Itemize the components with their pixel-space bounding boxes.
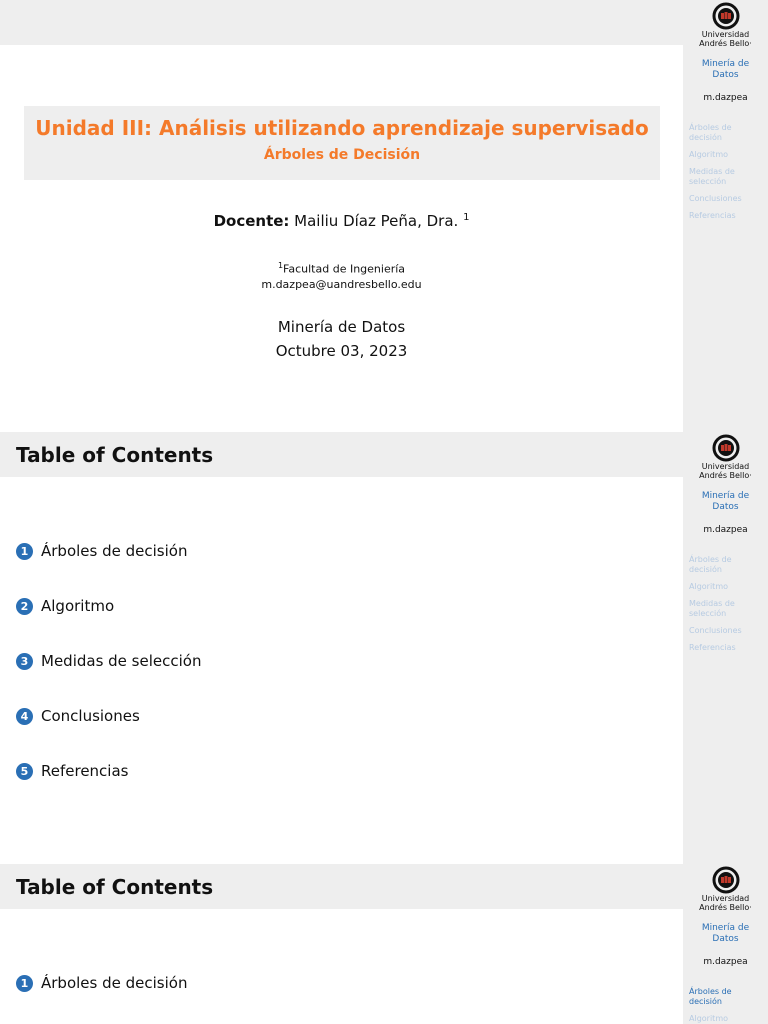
sidebar-course-line: Datos bbox=[712, 502, 739, 512]
nav-item-referencias[interactable]: Referencias bbox=[689, 643, 736, 652]
toc-header bbox=[0, 432, 683, 477]
toc-slide-section bbox=[0, 864, 768, 1024]
nav-item-referencias[interactable]: Referencias bbox=[689, 211, 736, 220]
nav-item-algoritmo[interactable]: Algoritmo bbox=[689, 1014, 729, 1023]
university-logo bbox=[683, 2, 768, 48]
email: m.dazpea@uandresbello.edu bbox=[261, 277, 422, 291]
logo-text-1: Universidad bbox=[701, 894, 750, 903]
logo-text-2: Andrés Bello· bbox=[699, 903, 752, 912]
toc-item[interactable] bbox=[16, 542, 187, 560]
nav-item-arboles[interactable]: Árboles de decisión bbox=[689, 987, 732, 1006]
docente-name: Mailiu Díaz Peña, Dra. bbox=[289, 212, 464, 230]
toc-heading: Table of Contents bbox=[16, 443, 214, 467]
sidebar-course bbox=[683, 59, 768, 81]
sidebar-course-line: Datos bbox=[712, 70, 739, 80]
toc-number: 2 bbox=[16, 598, 33, 615]
sidebar-course-line: Minería de bbox=[701, 59, 750, 69]
title-slide bbox=[0, 0, 768, 432]
toc-label: Conclusiones bbox=[41, 707, 140, 725]
sidebar-nav bbox=[689, 123, 765, 228]
sidebar bbox=[683, 864, 768, 1024]
sidebar-course-line: Minería de bbox=[701, 923, 750, 933]
docente-footnote-mark: 1 bbox=[463, 212, 470, 223]
header-bar bbox=[0, 0, 683, 45]
affiliation: Facultad de Ingeniería bbox=[283, 262, 406, 276]
logo-text-2: Andrés Bello· bbox=[699, 471, 752, 480]
logo-text-1: Universidad bbox=[701, 30, 750, 39]
nav-item-arboles[interactable]: Árboles de decisión bbox=[689, 555, 732, 574]
sidebar-course bbox=[683, 923, 768, 945]
nav-item-algoritmo[interactable]: Algoritmo bbox=[689, 150, 729, 159]
toc-label: Algoritmo bbox=[41, 597, 115, 615]
sidebar-author: m.dazpea bbox=[703, 93, 748, 103]
slide-subtitle: Árboles de Decisión bbox=[263, 147, 421, 163]
nav-item-conclusiones[interactable]: Conclusiones bbox=[689, 194, 742, 203]
toc-header bbox=[0, 864, 683, 909]
toc-item[interactable] bbox=[16, 652, 201, 670]
nav-item-medidas[interactable]: Medidas de selección bbox=[689, 167, 735, 186]
affiliation-block bbox=[0, 258, 683, 292]
sidebar-nav bbox=[689, 555, 765, 660]
sidebar-course-line: Datos bbox=[712, 934, 739, 944]
logo-text-1: Universidad bbox=[701, 462, 750, 471]
nav-item-arboles[interactable]: Árboles de decisión bbox=[689, 123, 732, 142]
date: Octubre 03, 2023 bbox=[275, 342, 408, 360]
toc-number: 1 bbox=[16, 975, 33, 992]
sidebar-author: m.dazpea bbox=[703, 525, 748, 535]
toc-item[interactable] bbox=[16, 762, 128, 780]
university-seal-icon bbox=[711, 434, 741, 462]
toc-number: 1 bbox=[16, 543, 33, 560]
nav-item-algoritmo[interactable]: Algoritmo bbox=[689, 582, 729, 591]
toc-item[interactable] bbox=[16, 974, 187, 992]
toc-item[interactable] bbox=[16, 707, 140, 725]
sidebar-course-line: Minería de bbox=[701, 491, 750, 501]
docente-label: Docente: bbox=[213, 212, 290, 230]
toc-item[interactable] bbox=[16, 597, 114, 615]
university-seal-icon bbox=[711, 2, 741, 30]
toc-label: Árboles de decisión bbox=[41, 542, 188, 560]
toc-number: 3 bbox=[16, 653, 33, 670]
toc-label: Medidas de selección bbox=[41, 652, 202, 670]
slide-title: Unidad III: Análisis utilizando aprendizaje supervisado bbox=[35, 116, 649, 140]
toc-slide bbox=[0, 432, 768, 864]
course-name: Minería de Datos bbox=[277, 318, 406, 336]
toc-label: Referencias bbox=[41, 762, 129, 780]
university-seal-icon bbox=[711, 866, 741, 894]
logo-text-2: Andrés Bello· bbox=[699, 39, 752, 48]
toc-label: Árboles de decisión bbox=[41, 974, 188, 992]
toc-heading: Table of Contents bbox=[16, 875, 214, 899]
nav-item-medidas[interactable]: Medidas de selección bbox=[689, 599, 735, 618]
title-box bbox=[24, 106, 660, 180]
sidebar bbox=[683, 0, 768, 432]
nav-item-conclusiones[interactable]: Conclusiones bbox=[689, 626, 742, 635]
sidebar-author: m.dazpea bbox=[703, 957, 748, 967]
affiliation-mark: 1 bbox=[277, 261, 284, 270]
course-date-block bbox=[0, 315, 683, 363]
docente-line bbox=[0, 212, 683, 230]
university-logo bbox=[683, 866, 768, 912]
university-logo bbox=[683, 434, 768, 480]
toc-number: 5 bbox=[16, 763, 33, 780]
toc-number: 4 bbox=[16, 708, 33, 725]
sidebar-course bbox=[683, 491, 768, 513]
sidebar-nav bbox=[689, 987, 765, 1024]
sidebar bbox=[683, 432, 768, 864]
